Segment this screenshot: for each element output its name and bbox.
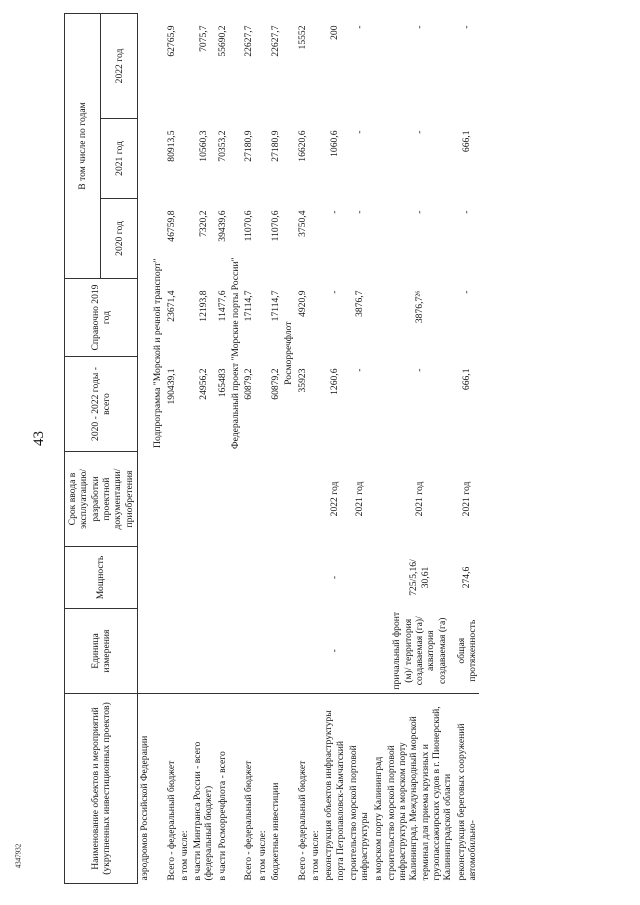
row-deadline-cell [347, 452, 372, 547]
cell-text: - [353, 210, 365, 214]
cell-text: реконструкция береговых сооружений автомобильно- [455, 723, 478, 881]
row-total-cell [216, 357, 229, 452]
header-2020: 2020 год [101, 199, 137, 279]
row-2021-cell [296, 119, 309, 199]
row-capacity-cell [242, 547, 255, 609]
row-unit-cell [242, 609, 255, 694]
row-total-cell [191, 357, 216, 452]
row-total-cell [372, 357, 385, 452]
row-unit-cell [322, 609, 347, 694]
cell-text: бюджетные инвестиции [270, 782, 281, 881]
row-unit-cell [269, 609, 282, 694]
cell-text: 725/5,16/ 30,61 [408, 559, 431, 596]
row-name-cell [229, 694, 242, 884]
row-ref2019-cell [385, 279, 455, 357]
cell-text: 190439,1 [165, 368, 177, 405]
cell-text: в части Росморречфлота - всего [216, 751, 228, 881]
cell-text: 15552 [296, 25, 308, 50]
cell-text: в том числе: [309, 830, 321, 881]
cell-text: 165483 [216, 368, 228, 398]
cell-text: - [328, 649, 340, 653]
document-id: 4347932 [14, 843, 23, 869]
table-row [165, 13, 178, 883]
row-2022-cell [165, 13, 178, 118]
row-name-cell [151, 694, 164, 884]
investment-table [64, 13, 479, 884]
row-deadline-cell [385, 452, 455, 547]
row-deadline-cell [455, 452, 480, 547]
cell-text: строительство морской портовой инфраструктуры [347, 745, 371, 881]
cell-text: - [414, 130, 426, 134]
row-name-cell [216, 694, 229, 884]
row-deadline-cell [216, 452, 229, 547]
section-heading-row [282, 13, 295, 883]
rotated-page-content [64, 14, 624, 884]
cell-text: Всего - федеральный бюджет [243, 760, 255, 881]
cell-text: 35923 [296, 368, 308, 393]
cell-text: - [414, 25, 426, 29]
cell-text: - [353, 25, 365, 29]
row-2020-cell [256, 199, 269, 279]
row-capacity-cell [322, 547, 347, 609]
row-2020-cell [216, 199, 229, 279]
cell-text: 1260,6 [328, 368, 340, 395]
row-2021-cell [165, 119, 178, 199]
row-2020-cell [269, 199, 282, 279]
header-capacity: Мощность [65, 547, 138, 609]
cell-text: 11070,6 [243, 210, 255, 242]
row-2020-cell [322, 199, 347, 279]
row-deadline-cell [269, 452, 282, 547]
row-name-cell [296, 694, 309, 884]
row-name-cell [282, 694, 295, 884]
table-row [347, 13, 372, 883]
row-2020-cell [347, 199, 372, 279]
cell-text: аэродромов Российской Федерации [138, 735, 150, 881]
table-row [309, 13, 322, 883]
row-2021-cell [256, 119, 269, 199]
cell-text: Всего - федеральный бюджет [165, 760, 177, 881]
cell-text: 17114,7 [243, 290, 255, 322]
table-row [322, 13, 347, 883]
cell-text: 70353,2 [216, 130, 228, 162]
row-ref2019-cell [269, 279, 282, 357]
table-row [191, 13, 216, 883]
row-unit-cell [347, 609, 372, 694]
table-row [137, 13, 151, 883]
cell-text: - [461, 25, 473, 29]
row-2021-cell [322, 119, 347, 199]
table-row [385, 13, 455, 883]
row-capacity-cell [372, 547, 385, 609]
table-row [296, 13, 309, 883]
cell-text: 27180,9 [243, 130, 255, 162]
row-2021-cell [309, 119, 322, 199]
header-deadline: Срок ввода в эксплуатацию/ разработки проектной документации/ приобретения [65, 452, 138, 547]
cell-text: строительство морской портовой инфраструктуры в морском порту Калининград. Международный морской терминал для приема круизных и грузопассажирских судов в г. Пионерский, Калининградской области [385, 706, 454, 881]
row-deadline-cell [137, 452, 151, 547]
table-row [256, 13, 269, 883]
row-ref2019-cell [178, 279, 191, 357]
row-ref2019-cell [216, 279, 229, 357]
cell-text: реконструкция объектов инфраструктуры порта Петропавловск-Камчатский [323, 710, 346, 881]
row-deadline-cell [296, 452, 309, 547]
row-name-cell [309, 694, 322, 884]
row-ref2019-cell [372, 279, 385, 357]
row-ref2019-cell [242, 279, 255, 357]
cell-text: 3750,4 [296, 210, 308, 237]
row-deadline-cell [256, 452, 269, 547]
row-name-cell [455, 694, 480, 884]
row-capacity-cell [137, 547, 151, 609]
header-unit: Единица измерения [65, 609, 138, 694]
cell-text: 23671,4 [165, 290, 177, 322]
row-capacity-cell [296, 547, 309, 609]
row-total-cell [347, 357, 372, 452]
row-total-cell [269, 357, 282, 452]
cell-text: 80913,5 [165, 130, 177, 162]
cell-text: 55690,2 [216, 25, 228, 57]
cell-text: 60879,2 [243, 368, 255, 400]
section-heading-row [151, 13, 164, 883]
row-2022-cell [347, 13, 372, 118]
cell-text: 11477,6 [216, 290, 228, 322]
row-name-cell [256, 694, 269, 884]
header-total: 2020 - 2022 годы - всего [65, 357, 138, 452]
row-2020-cell [296, 199, 309, 279]
row-capacity-cell [165, 547, 178, 609]
cell-text: - [461, 290, 473, 294]
row-deadline-cell [309, 452, 322, 547]
row-capacity-cell [309, 547, 322, 609]
cell-text: 22627,7 [270, 25, 281, 57]
row-2022-cell [296, 13, 309, 118]
row-capacity-cell [191, 547, 216, 609]
table-row [178, 13, 191, 883]
cell-text: Всего - федеральный бюджет [296, 760, 308, 881]
cell-text: 39439,6 [216, 210, 228, 242]
cell-text: 274,6 [461, 566, 473, 589]
section-heading-row [229, 13, 242, 883]
row-total-cell [455, 357, 480, 452]
cell-text: в части Минтранса России - всего (федеральный бюджет) [192, 741, 215, 881]
cell-text: - [414, 210, 426, 214]
cell-text: 24956,2 [197, 368, 209, 400]
cell-text: в том числе: [178, 830, 190, 881]
row-capacity-cell [256, 547, 269, 609]
row-2022-cell [309, 13, 322, 118]
row-2020-cell [178, 199, 191, 279]
cell-text: - [328, 210, 340, 214]
table-row [455, 13, 480, 883]
row-2020-cell [242, 199, 255, 279]
row-2022-cell [178, 13, 191, 118]
row-name-cell [322, 694, 347, 884]
row-ref2019-cell [296, 279, 309, 357]
row-unit-cell [178, 609, 191, 694]
row-unit-cell [256, 609, 269, 694]
row-2022-cell [256, 13, 269, 118]
cell-text: причальный фронт (м)/ территория создаваемая (га)/ акватория создаваемая (га) [391, 611, 448, 690]
cell-text: 22627,7 [243, 25, 255, 57]
cell-text: 12193,8 [197, 290, 209, 322]
cell-text: - [328, 290, 340, 294]
cell-text: 3876,7 [353, 290, 365, 317]
row-2021-cell [137, 119, 151, 199]
section-heading: Росморречфлот [283, 321, 295, 385]
row-2021-cell [455, 119, 480, 199]
row-deadline-cell [165, 452, 178, 547]
row-deadline-cell [322, 452, 347, 547]
row-2021-cell [242, 119, 255, 199]
row-name-cell [347, 694, 372, 884]
section-heading: Подпрограмма "Морской и речной транспорт" [152, 258, 164, 448]
row-deadline-cell [242, 452, 255, 547]
cell-text: общая протяженность [455, 619, 478, 682]
header-name: Наименование объектов и мероприятий (укрупненных инвестиционных проектов) [65, 694, 138, 884]
cell-text: 60879,2 [270, 368, 281, 400]
cell-text: - [461, 210, 473, 214]
cell-text: - [353, 130, 365, 134]
row-name-cell [137, 694, 151, 884]
row-name-cell [191, 694, 216, 884]
row-capacity-cell [347, 547, 372, 609]
row-name-cell [372, 694, 385, 884]
row-unit-cell [137, 609, 151, 694]
row-2020-cell [372, 199, 385, 279]
cell-text: 2021 год [353, 481, 365, 517]
cell-text: - [328, 575, 340, 580]
row-total-cell [385, 357, 455, 452]
row-unit-cell [191, 609, 216, 694]
row-2022-cell [385, 13, 455, 118]
row-deadline-cell [178, 452, 191, 547]
header-by-year: В том числе по годам [65, 13, 101, 278]
row-total-cell [178, 357, 191, 452]
row-2022-cell [372, 13, 385, 118]
cell-text: - [353, 368, 365, 372]
cell-text: 62765,9 [165, 25, 177, 57]
row-2022-cell [455, 13, 480, 118]
row-capacity-cell [216, 547, 229, 609]
row-2020-cell [191, 199, 216, 279]
row-2020-cell [309, 199, 322, 279]
row-name-cell [178, 694, 191, 884]
row-2020-cell [137, 199, 151, 279]
row-capacity-cell [178, 547, 191, 609]
cell-text: 7075,7 [197, 25, 209, 52]
table-row [269, 13, 282, 883]
header-2022: 2022 год [101, 13, 137, 118]
table-body [137, 13, 479, 883]
row-name-cell [385, 694, 455, 884]
row-unit-cell [216, 609, 229, 694]
row-deadline-cell [372, 452, 385, 547]
cell-text: 10560,3 [197, 130, 209, 162]
row-2021-cell [385, 119, 455, 199]
cell-text: 3876,7²⁶ [414, 290, 426, 324]
row-2022-cell [191, 13, 216, 118]
cell-text: 16620,6 [296, 130, 308, 162]
cell-text: 27180,9 [270, 130, 281, 162]
cell-text: 200 [328, 25, 340, 40]
cell-text: - [414, 368, 426, 372]
row-2022-cell [322, 13, 347, 118]
table-row [372, 13, 385, 883]
row-unit-cell [165, 609, 178, 694]
header-2021: 2021 год [101, 119, 137, 199]
cell-text: 17114,7 [270, 290, 281, 322]
row-deadline-cell [191, 452, 216, 547]
row-total-cell [256, 357, 269, 452]
row-capacity-cell [269, 547, 282, 609]
table-header [65, 13, 138, 883]
row-2020-cell [385, 199, 455, 279]
row-ref2019-cell [322, 279, 347, 357]
row-2021-cell [372, 119, 385, 199]
row-capacity-cell [455, 547, 480, 609]
row-ref2019-cell [455, 279, 480, 357]
row-total-cell [296, 357, 309, 452]
cell-text: 46759,8 [165, 210, 177, 242]
cell-text: в том числе: [256, 830, 268, 881]
row-total-cell [165, 357, 178, 452]
row-2020-cell [165, 199, 178, 279]
header-ref2019: Справочно 2019 год [65, 279, 138, 357]
row-2021-cell [269, 119, 282, 199]
row-capacity-cell [385, 547, 455, 609]
table-row [242, 13, 255, 883]
row-ref2019-cell [137, 279, 151, 357]
row-unit-cell [309, 609, 322, 694]
cell-text: 4920,9 [296, 290, 308, 317]
row-name-cell [269, 694, 282, 884]
row-total-cell [309, 357, 322, 452]
row-2021-cell [347, 119, 372, 199]
row-total-cell [137, 357, 151, 452]
row-2022-cell [242, 13, 255, 118]
cell-text: 666,1 [461, 368, 473, 391]
row-unit-cell [372, 609, 385, 694]
row-2022-cell [137, 13, 151, 118]
section-heading: Федеральный проект "Морские порты России" [230, 257, 242, 449]
row-ref2019-cell [347, 279, 372, 357]
row-2021-cell [178, 119, 191, 199]
row-2022-cell [269, 13, 282, 118]
row-2020-cell [455, 199, 480, 279]
page-number: 43 [31, 431, 47, 446]
row-ref2019-cell [309, 279, 322, 357]
cell-text: 2021 год [461, 481, 473, 517]
row-ref2019-cell [191, 279, 216, 357]
row-2021-cell [191, 119, 216, 199]
row-ref2019-cell [256, 279, 269, 357]
cell-text: 1060,6 [328, 130, 340, 157]
row-total-cell [322, 357, 347, 452]
row-unit-cell [455, 609, 480, 694]
row-ref2019-cell [165, 279, 178, 357]
row-unit-cell [296, 609, 309, 694]
cell-text: 666,1 [461, 130, 473, 153]
cell-text: 2022 год [328, 481, 340, 517]
row-unit-cell [385, 609, 455, 694]
row-total-cell [242, 357, 255, 452]
row-2022-cell [216, 13, 229, 118]
cell-text: 7320,2 [197, 210, 209, 237]
table-row [216, 13, 229, 883]
row-2021-cell [216, 119, 229, 199]
row-name-cell [165, 694, 178, 884]
cell-text: в морском порту Калининград [372, 756, 384, 881]
cell-text: 11070,6 [270, 210, 281, 242]
cell-text: 2021 год [414, 481, 426, 517]
row-name-cell [242, 694, 255, 884]
